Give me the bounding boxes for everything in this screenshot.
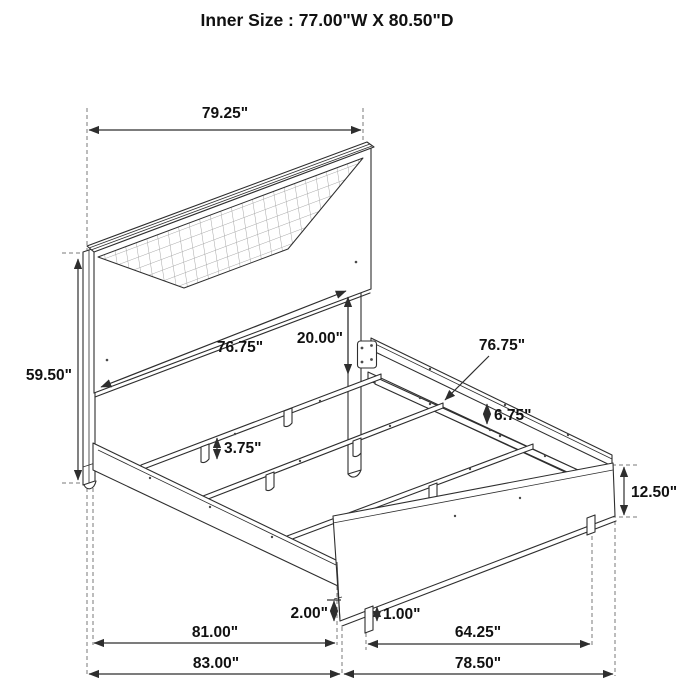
dim-footboard-height: [624, 467, 677, 515]
dim-label-footboard-base-height: 2.00": [290, 605, 328, 622]
dim-label-panel-height: 20.00": [296, 330, 343, 347]
dim-label-rail-gap-height: 6.75": [494, 407, 532, 424]
slat-leg: [284, 408, 292, 427]
rail-bracket: [358, 341, 377, 368]
dim-rail-gap-height: [487, 404, 532, 424]
dim-footboard-leg-span: [368, 624, 590, 644]
dim-label-footboard-leg-span: 64.25": [454, 624, 502, 641]
slat-leg: [266, 472, 274, 491]
dim-label-headboard-inner-width: 76.75": [216, 339, 264, 356]
dim-label-overall-length: 83.00": [192, 655, 240, 672]
far-side-rail: [371, 338, 612, 466]
dim-label-headboard-width: 79.25": [201, 105, 249, 122]
screw-dot: [355, 261, 358, 264]
page-title: Inner Size : 77.00"W X 80.50"D: [200, 10, 454, 30]
dim-label-footboard-height: 12.50": [631, 484, 678, 501]
near-side-rail: [93, 443, 338, 586]
dim-footboard-width: [344, 655, 613, 674]
dim-label-rail-length: 76.75": [478, 337, 526, 354]
screw-dot: [106, 359, 109, 362]
dim-footboard-leg-height: [377, 606, 421, 623]
dim-inner-length: [94, 624, 335, 643]
footboard-leg-right: [587, 515, 595, 535]
dim-footboard-base-height: [290, 600, 341, 622]
dim-label-center-leg-height: 3.75": [224, 440, 262, 457]
dim-label-inner-length: 81.00": [191, 624, 239, 641]
dim-center-leg-height: [217, 438, 262, 459]
dim-headboard-height: [26, 259, 78, 480]
dim-label-footboard-width: 78.50": [454, 655, 502, 672]
dim-label-headboard-height: 59.50": [25, 367, 72, 384]
footboard: [333, 463, 616, 633]
footboard-leg-left: [365, 606, 373, 633]
slat-leg: [353, 438, 361, 457]
dim-overall-length: [89, 655, 340, 674]
dim-label-footboard-leg-height: 1.00": [383, 606, 421, 623]
dim-headboard-width: [89, 105, 361, 130]
slat-leg: [201, 444, 209, 463]
